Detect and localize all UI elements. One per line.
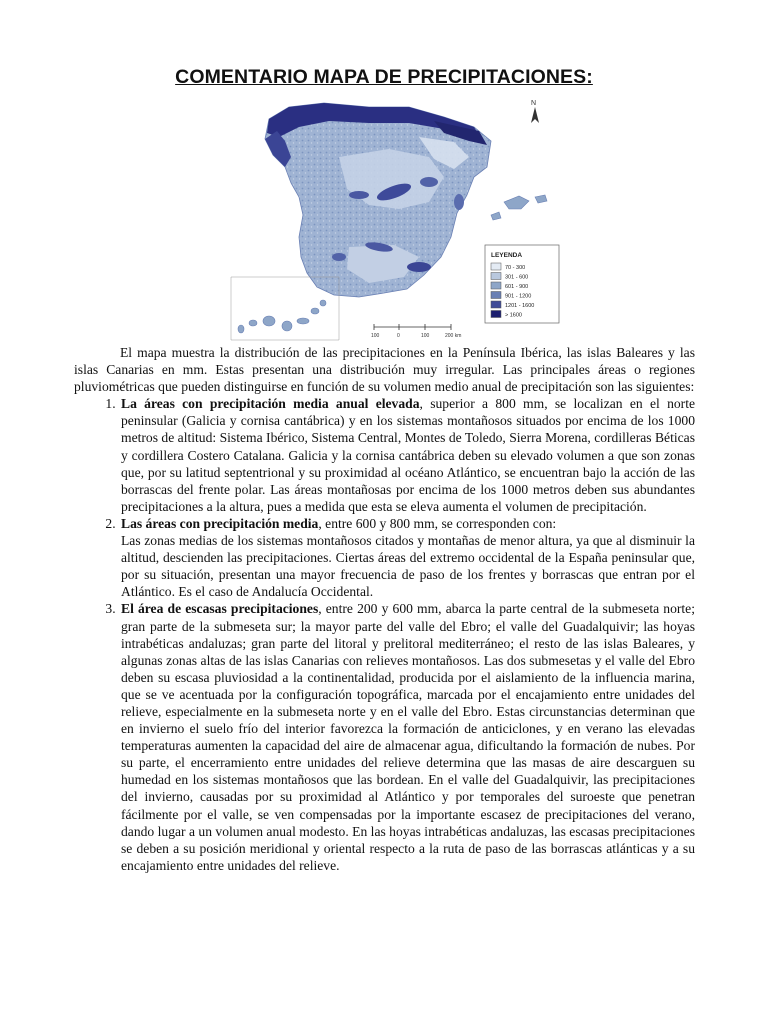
legend-swatch <box>491 311 501 318</box>
svg-text:LEYENDA: LEYENDA <box>491 252 523 259</box>
list-item <box>119 600 695 874</box>
svg-text:200 km: 200 km <box>445 333 462 339</box>
scale-bar <box>371 324 461 339</box>
document-body <box>74 344 695 874</box>
regions-list <box>74 395 695 874</box>
balearic-islands <box>491 195 547 220</box>
legend-label: 601 - 900 <box>505 284 529 290</box>
legend-swatch <box>491 292 501 299</box>
list-item <box>119 395 695 515</box>
north-arrow-icon <box>531 100 539 123</box>
legend-label: 70 - 300 <box>505 265 526 271</box>
legend-swatch <box>491 273 501 280</box>
list-item <box>119 515 695 600</box>
item-heading: La áreas con precipitación media anual elevada <box>121 396 420 412</box>
svg-text:100: 100 <box>421 333 430 339</box>
intro-paragraph: El mapa muestra la distribución de las precipitaciones en la Península Ibérica, las islas Baleares y las islas Canarias en mm. Estas presentan una distribución muy irregular. Las principales áreas o regiones pluviométricas que pueden distinguirse en función de su volumen medio anual de precipitación son las siguientes: <box>74 345 695 395</box>
page-title: COMENTARIO MAPA DE PRECIPITACIONES: <box>175 66 593 88</box>
legend-label: 1201 - 1600 <box>505 303 535 309</box>
svg-text:100: 100 <box>371 333 380 339</box>
precipitation-map <box>229 97 565 342</box>
legend-label: 901 - 1200 <box>505 293 532 300</box>
legend-swatch <box>491 263 501 270</box>
legend-swatch <box>491 301 501 308</box>
item-heading: Las áreas con precipitación media <box>121 515 319 531</box>
legend-label: > 1600 <box>505 312 522 319</box>
item-text: , entre 600 y 800 mm, se corresponden con: <box>318 515 557 531</box>
item-continuation: Las zonas medias de los sistemas montañosos citados y montañas de menor altura, ya que al disminuir la altitud, descienden las precipitaciones. Ciertas áreas del extremo occidental de la España peninsular que, por su situación, presentan una mayor frecuencia de paso de los frentes y borrascas que entran por el Atlántico. Es el caso de Andalucía Occidental. <box>121 533 695 600</box>
item-heading: El área de escasas precipitaciones <box>121 601 319 617</box>
map-legend <box>485 245 559 323</box>
svg-text:N: N <box>531 100 537 107</box>
legend-label: 301 - 600 <box>505 274 529 281</box>
item-text: , entre 200 y 600 mm, abarca la parte central de la submeseta norte; gran parte de la submeseta sur; la mayor parte del valle del Ebro; el valle del Guadalquivir; las hoyas intrabéticas andaluzas; gran parte del litoral y prelitoral mediterráneo; el resto de las islas Baleares, y algunas zonas altas de las islas Canarias con relieves montañosos. Las dos submesetas y el valle del Ebro deben su escasa pluviosidad a la continentalidad, producida por el aislamiento de la influencia marina, que se ve acentuada por la configuración topográfica, marcada por el encajamiento entre unidades del relieve, especialmente en la submeseta norte y en el valle del Ebro. Estas circunstancias determinan que en invierno el suelo frío del interior favorezca la formación de anticiclones, y en verano las elevadas temperaturas aumenten la capacidad del aire de almacenar agua, dificultando la formación de nubes. Por su parte, el encerramiento entre unidades del relieve determina que las masas de aire descarguen su humedad en los sistemas montañosos que las bordean. En el valle del Guadalquivir, las precipitaciones del invierno, causadas por su proximidad al Atlántico y por temporales del suroeste que penetran fácilmente por el valle, se ven compensadas por la importante escasez de precipitaciones del verano, dando lugar a un volumen anual modesto. En las hoyas intrabéticas andaluzas, las escasas precipitaciones se deben a su posición meridional y oriental respecto a la ruta de paso de las borrascas atlánticas y a su encajamiento entre unidades del relieve. <box>121 601 695 873</box>
legend-swatch <box>491 282 501 289</box>
svg-text:0: 0 <box>397 333 400 339</box>
item-text: , superior a 800 mm, se localizan en el norte peninsular (Galicia y cornisa cantábrica) y en los sistemas montañosos situados por encima de los 1000 metros de altitud: Sistema Ibérico, Sistema Central, Montes de Toledo, Sierra Morena, cordilleras Béticas y cordillera Costero Catalana. Galicia y la cornisa cantábrica deben su elevado volumen a que son zonas que, por su latitud septentrional y su proximidad al océano Atlántico, se encuentran bajo la acción de las borrascas del frente polar. Las áreas montañosas por encima de los 1000 metros deben sus abundantes precipitaciones a la altura, pues a medida que esta se eleva aumenta el volumen de precipitación. <box>121 396 696 514</box>
